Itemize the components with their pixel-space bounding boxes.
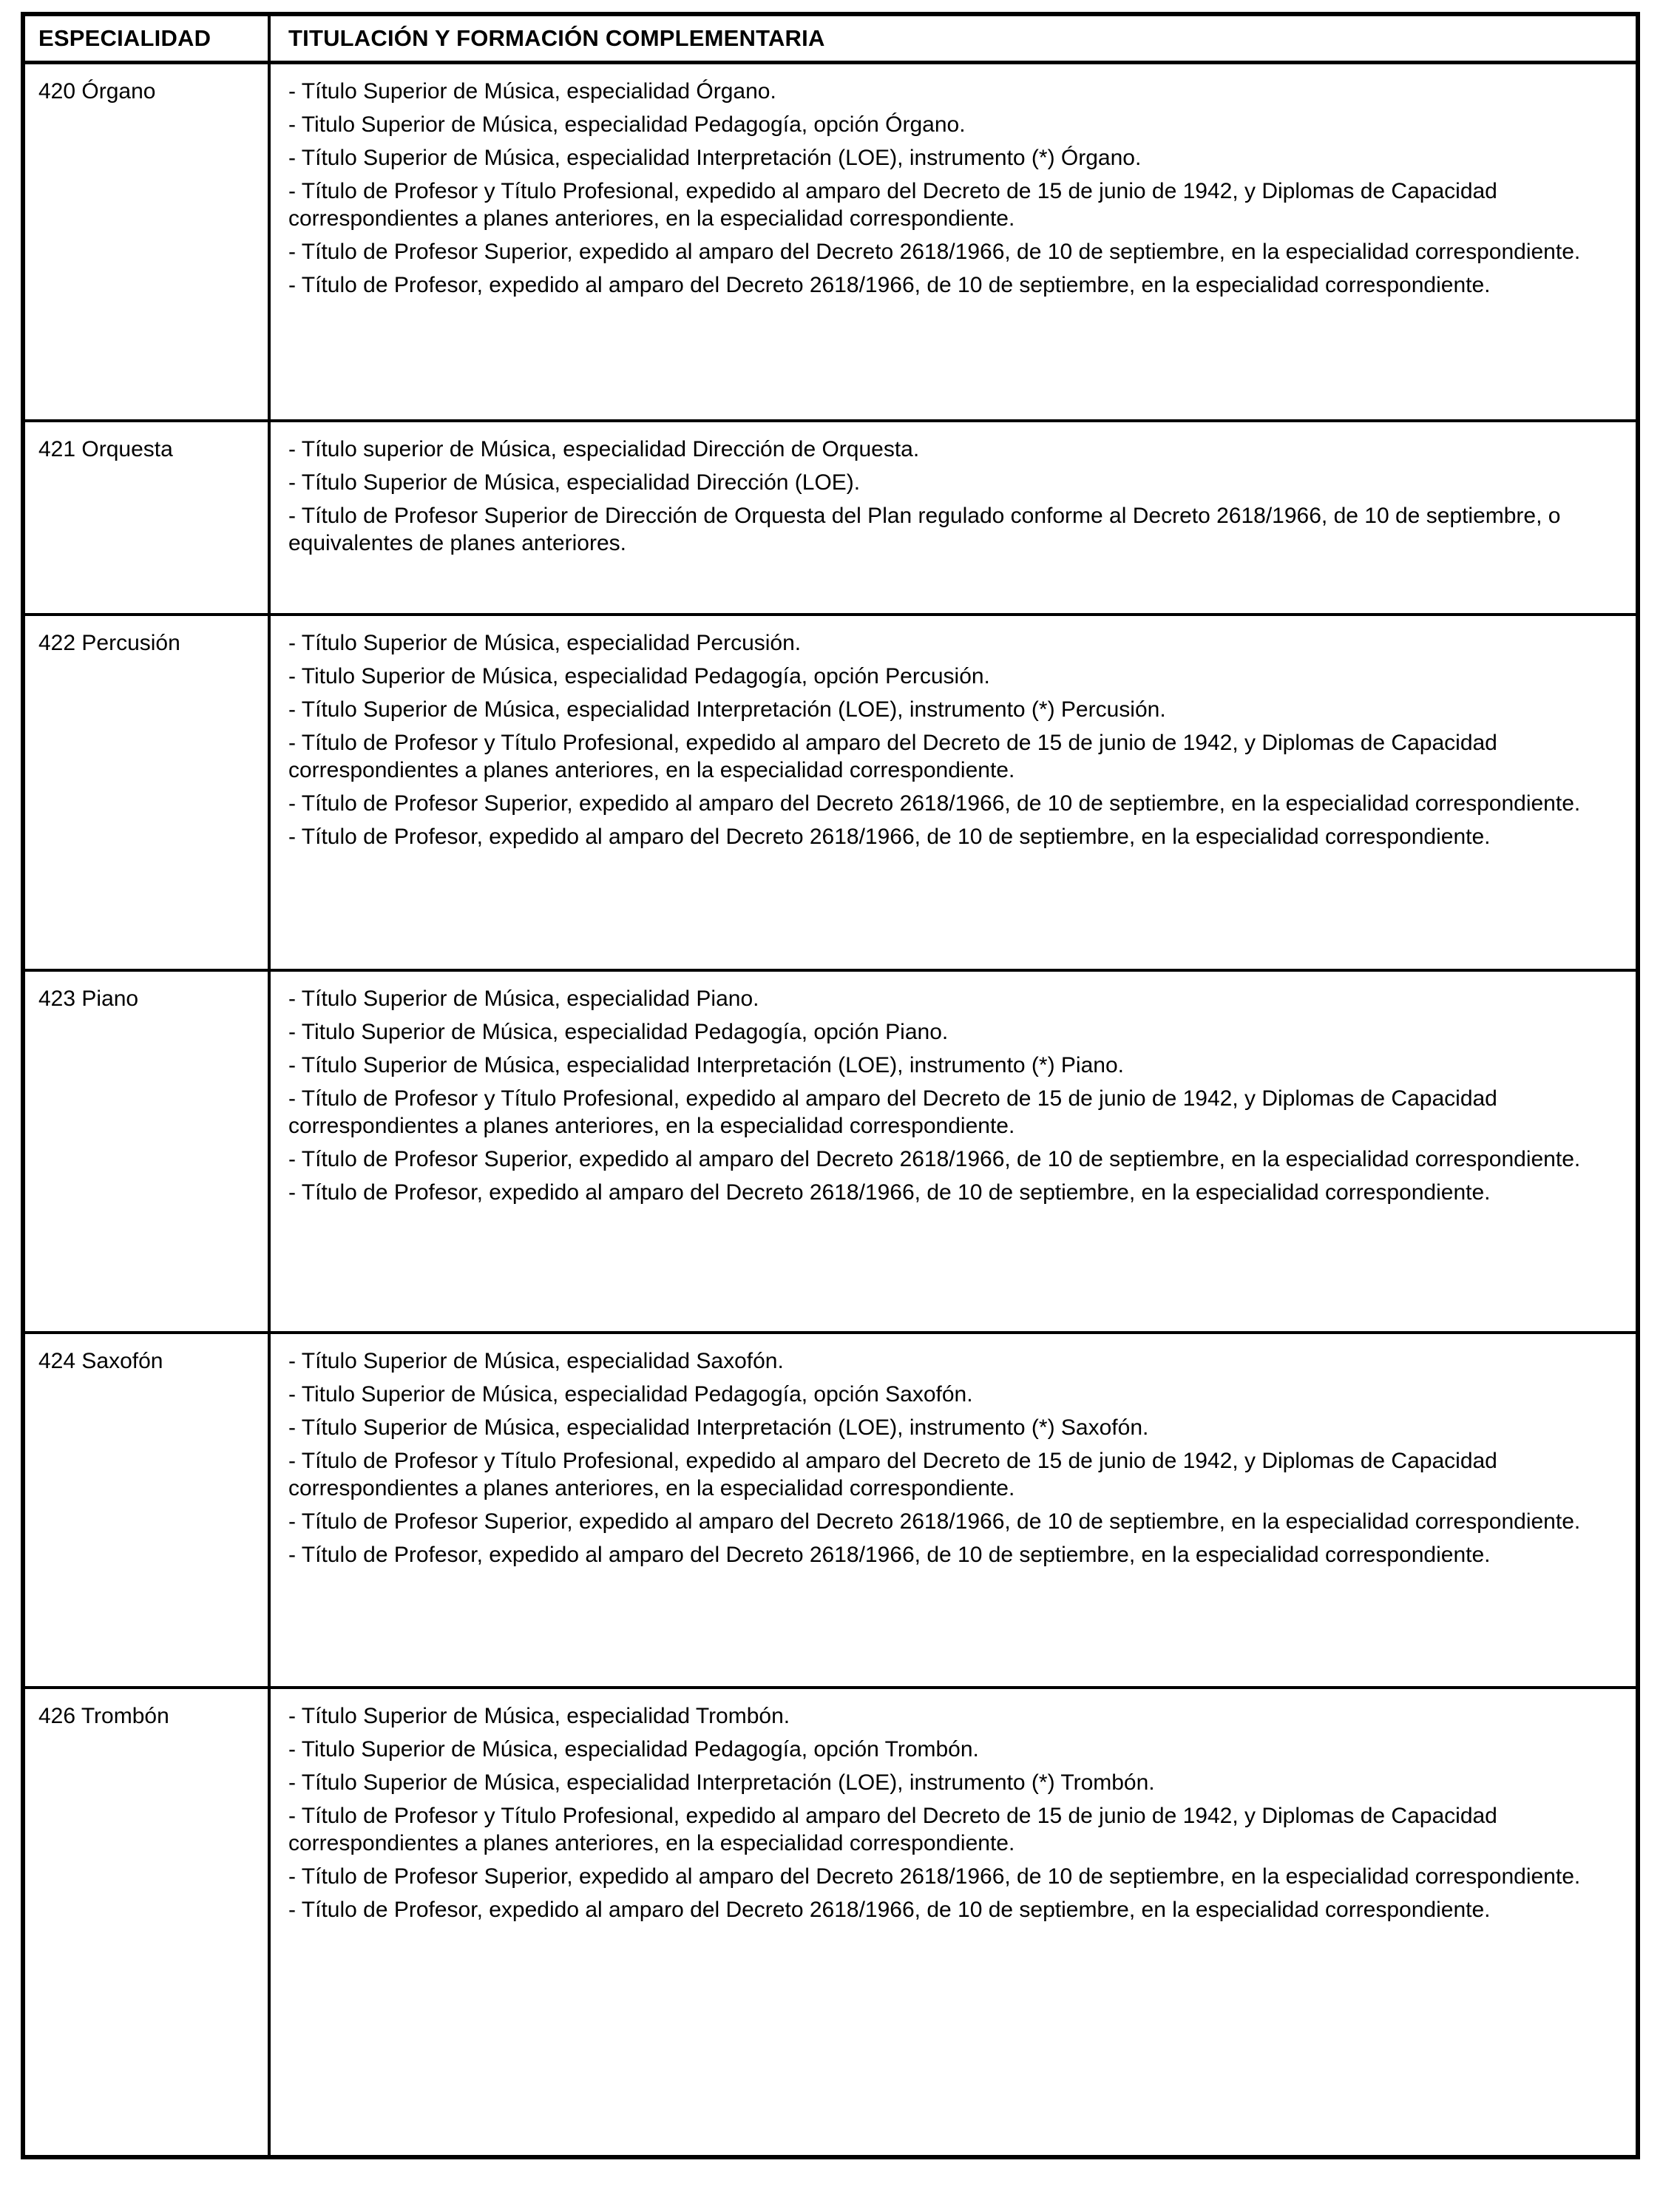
column-header-especialidad: ESPECIALIDAD: [38, 25, 211, 51]
especialidad-label: 420 Órgano: [38, 79, 156, 104]
titulacion-item: - Titulo Superior de Música, especialidad Pedagogía, opción Trombón.: [288, 1737, 979, 1762]
titulacion-item: - Título Superior de Música, especialidad Dirección (LOE).: [288, 470, 861, 495]
titulacion-item: - Título de Profesor, expedido al amparo del Decreto 2618/1966, de 10 de septiembre, en la especialidad correspondiente.: [288, 1898, 1491, 1922]
titulacion-item: - Título de Profesor, expedido al amparo del Decreto 2618/1966, de 10 de septiembre, en la especialidad correspondiente.: [288, 1180, 1491, 1205]
titulacion-item: - Título de Profesor, expedido al amparo del Decreto 2618/1966, de 10 de septiembre, en la especialidad correspondiente.: [288, 273, 1491, 297]
table-row: [25, 419, 1636, 613]
especialidad-cell: [25, 1689, 271, 2155]
table-header-row: [25, 16, 1636, 61]
especialidad-label: 421 Orquesta: [38, 437, 173, 461]
table-row: [25, 613, 1636, 969]
titulacion-cell: [271, 1334, 1636, 1686]
especialidad-label: 426 Trombón: [38, 1704, 169, 1728]
titulacion-item: - Título Superior de Música, especialidad Interpretación (LOE), instrumento (*) Saxofón.: [288, 1415, 1149, 1440]
column-header-titulacion: TITULACIÓN Y FORMACIÓN COMPLEMENTARIA: [288, 25, 825, 51]
titulacion-item: - Título Superior de Música, especialidad Percusión.: [288, 631, 802, 655]
titulacion-item: - Título de Profesor y Título Profesional, expedido al amparo del Decreto de 15 de junio de 1942, y Diplomas de Capacidad correspondientes a planes anteriores, en la especialidad correspondiente.: [288, 731, 1497, 782]
titulacion-item: - Título de Profesor Superior, expedido al amparo del Decreto 2618/1966, de 10 de septiembre, en la especialidad correspondiente.: [288, 1147, 1581, 1171]
especialidad-label: 423 Piano: [38, 987, 139, 1011]
titulacion-item: - Título de Profesor Superior de Dirección de Orquesta del Plan regulado conforme al Decreto 2618/1966, de 10 de septiembre, o equivalentes de planes anteriores.: [288, 504, 1561, 555]
titulacion-item: - Título Superior de Música, especialidad Piano.: [288, 987, 759, 1011]
qualifications-table: [21, 12, 1640, 2159]
header-cell-titulacion: [271, 16, 1636, 61]
titulacion-item: - Título Superior de Música, especialidad Interpretación (LOE), instrumento (*) Percusión.: [288, 697, 1166, 722]
titulacion-item: - Título de Profesor Superior, expedido al amparo del Decreto 2618/1966, de 10 de septiembre, en la especialidad correspondiente.: [288, 791, 1581, 816]
titulacion-item: - Título Superior de Música, especialidad Interpretación (LOE), instrumento (*) Piano.: [288, 1053, 1124, 1077]
titulacion-cell: [271, 616, 1636, 969]
table-row: [25, 61, 1636, 419]
titulacion-item: - Título de Profesor y Título Profesional, expedido al amparo del Decreto de 15 de junio de 1942, y Diplomas de Capacidad correspondientes a planes anteriores, en la especialidad correspondiente.: [288, 1449, 1497, 1500]
titulacion-item: - Título Superior de Música, especialidad Trombón.: [288, 1704, 790, 1728]
titulacion-item: - Titulo Superior de Música, especialidad Pedagogía, opción Saxofón.: [288, 1382, 973, 1407]
titulacion-item: - Titulo Superior de Música, especialidad Pedagogía, opción Órgano.: [288, 112, 966, 137]
titulacion-item: - Título Superior de Música, especialidad Interpretación (LOE), instrumento (*) Órgano.: [288, 146, 1142, 170]
titulacion-cell: [271, 1689, 1636, 2155]
titulacion-cell: [271, 972, 1636, 1331]
especialidad-cell: [25, 972, 271, 1331]
table-row: [25, 1686, 1636, 2155]
especialidad-label: 422 Percusión: [38, 631, 180, 655]
titulacion-item: - Título de Profesor y Título Profesional, expedido al amparo del Decreto de 15 de junio de 1942, y Diplomas de Capacidad correspondientes a planes anteriores, en la especialidad correspondiente.: [288, 179, 1497, 231]
titulacion-cell: [271, 64, 1636, 419]
titulacion-item: - Título Superior de Música, especialidad Órgano.: [288, 79, 776, 104]
titulacion-item: - Título Superior de Música, especialidad Interpretación (LOE), instrumento (*) Trombón.: [288, 1770, 1155, 1795]
titulacion-item: - Título de Profesor Superior, expedido al amparo del Decreto 2618/1966, de 10 de septiembre, en la especialidad correspondiente.: [288, 240, 1581, 264]
titulacion-item: - Titulo Superior de Música, especialidad Pedagogía, opción Piano.: [288, 1020, 949, 1044]
titulacion-item: - Título de Profesor, expedido al amparo del Decreto 2618/1966, de 10 de septiembre, en la especialidad correspondiente.: [288, 825, 1491, 849]
titulacion-item: - Título de Profesor Superior, expedido al amparo del Decreto 2618/1966, de 10 de septiembre, en la especialidad correspondiente.: [288, 1864, 1581, 1889]
especialidad-cell: [25, 422, 271, 613]
titulacion-item: - Título de Profesor y Título Profesional, expedido al amparo del Decreto de 15 de junio de 1942, y Diplomas de Capacidad correspondientes a planes anteriores, en la especialidad correspondiente.: [288, 1086, 1497, 1138]
especialidad-cell: [25, 64, 271, 419]
titulacion-item: - Título superior de Música, especialidad Dirección de Orquesta.: [288, 437, 920, 461]
table-row: [25, 1331, 1636, 1686]
table-row: [25, 969, 1636, 1331]
especialidad-label: 424 Saxofón: [38, 1349, 163, 1373]
titulacion-cell: [271, 422, 1636, 613]
titulacion-item: - Título de Profesor y Título Profesional, expedido al amparo del Decreto de 15 de junio de 1942, y Diplomas de Capacidad correspondientes a planes anteriores, en la especialidad correspondiente.: [288, 1804, 1497, 1855]
header-cell-especialidad: [25, 16, 271, 61]
titulacion-item: - Título de Profesor Superior, expedido al amparo del Decreto 2618/1966, de 10 de septiembre, en la especialidad correspondiente.: [288, 1509, 1581, 1534]
titulacion-item: - Título Superior de Música, especialidad Saxofón.: [288, 1349, 784, 1373]
especialidad-cell: [25, 616, 271, 969]
titulacion-item: - Titulo Superior de Música, especialidad Pedagogía, opción Percusión.: [288, 664, 990, 688]
titulacion-item: - Título de Profesor, expedido al amparo del Decreto 2618/1966, de 10 de septiembre, en la especialidad correspondiente.: [288, 1543, 1491, 1567]
especialidad-cell: [25, 1334, 271, 1686]
